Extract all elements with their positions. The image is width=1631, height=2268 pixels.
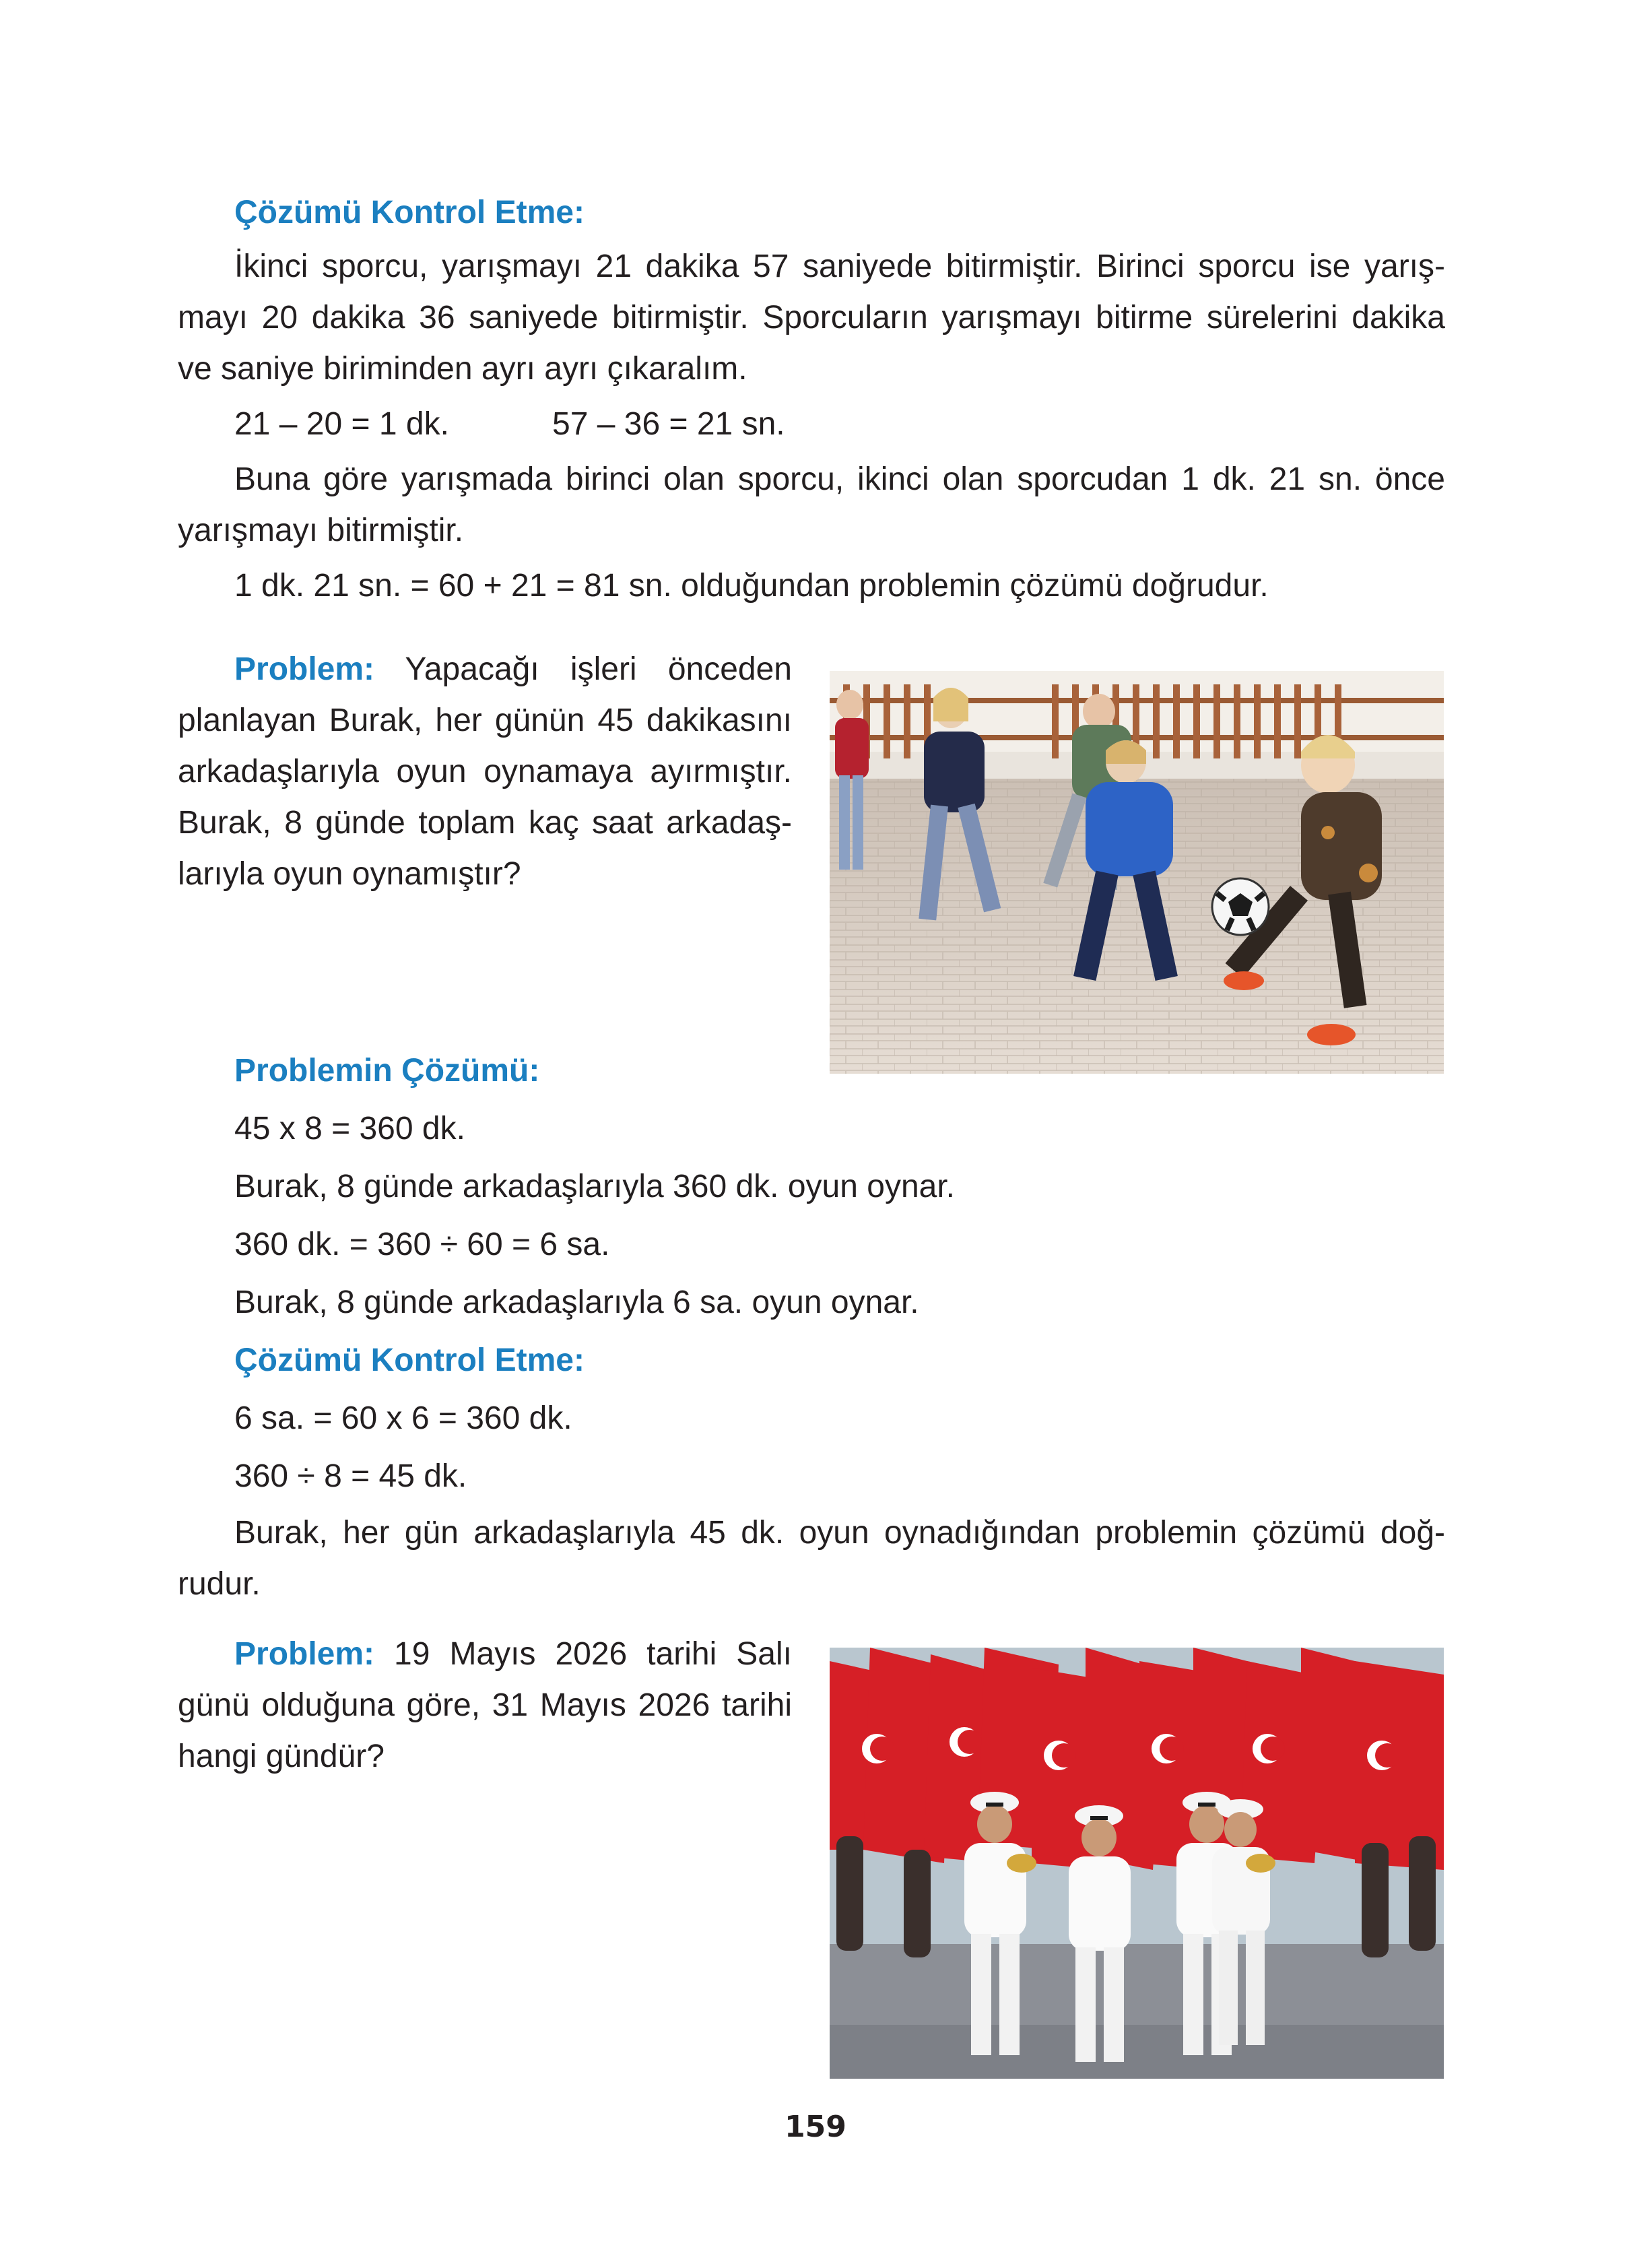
problem-line: hangi gündür? xyxy=(178,1739,385,1774)
parade-with-turkish-flags-photo xyxy=(830,1648,1444,2079)
solution-line: Burak, 8 günde arkadaşlarıyla 6 sa. oyun oynar. xyxy=(234,1285,919,1320)
problem-line: günü olduğuna göre, 31 Mayıs 2026 tarihi xyxy=(178,1687,792,1723)
problem-line: planlayan Burak, her günün 45 dakikasını xyxy=(178,703,792,738)
problem-text: 19 Mayıs 2026 tarihi Salı xyxy=(394,1636,793,1672)
paragraph-line: yarışmayı bitirmiştir. xyxy=(178,513,464,548)
problem-text: Yapacağı işleri önceden xyxy=(405,651,792,687)
problem-label: Problem: xyxy=(234,1636,375,1672)
section-heading-check: Çözümü Kontrol Etme: xyxy=(234,1342,585,1378)
children-playing-football-photo xyxy=(830,671,1444,1074)
paragraph-line: ve saniye biriminden ayrı ayrı çıkaralım. xyxy=(178,351,747,387)
problem-first-line xyxy=(234,1630,792,1679)
solution-heading: Problemin Çözümü: xyxy=(234,1053,540,1089)
page-number: 159 xyxy=(785,2110,846,2144)
solution-line: 45 x 8 = 360 dk. xyxy=(234,1111,465,1146)
problem-line: arkadaşlarıyla oyun oynamaya ayırmıştır. xyxy=(178,754,792,789)
check-line: 360 ÷ 8 = 45 dk. xyxy=(234,1458,467,1494)
paragraph-line: rudur. xyxy=(178,1566,261,1602)
paragraph-line: Burak, her gün arkadaşlarıyla 45 dk. oyun oynadığından problemin çözümü doğ- xyxy=(234,1515,1445,1551)
calc-minutes: 21 – 20 = 1 dk. xyxy=(234,406,449,442)
calc-seconds: 57 – 36 = 21 sn. xyxy=(552,406,785,442)
solution-line: Burak, 8 günde arkadaşlarıyla 360 dk. oyun oynar. xyxy=(234,1169,956,1204)
problem-label: Problem: xyxy=(234,651,375,687)
paragraph-line: Buna göre yarışmada birinci olan sporcu, ikinci olan sporcudan 1 dk. 21 sn. önce xyxy=(234,461,1445,497)
solution-line: 360 dk. = 360 ÷ 60 = 6 sa. xyxy=(234,1227,610,1262)
paragraph-line: İkinci sporcu, yarışmayı 21 dakika 57 saniyede bitirmiştir. Birinci sporcu ise yarış- xyxy=(234,249,1445,284)
paragraph-line: mayı 20 dakika 36 saniyede bitirmiştir. Sporcuların yarışmayı bitirme sürelerini dakika xyxy=(178,300,1445,335)
problem-line: Burak, 8 günde toplam kaç saat arkadaş- xyxy=(178,805,792,841)
problem-first-line xyxy=(234,645,792,694)
check-line: 6 sa. = 60 x 6 = 360 dk. xyxy=(234,1400,572,1436)
section-heading-check: Çözümü Kontrol Etme: xyxy=(234,195,585,230)
problem-line: larıyla oyun oynamıştır? xyxy=(178,856,521,892)
paragraph-line: 1 dk. 21 sn. = 60 + 21 = 81 sn. olduğundan problemin çözümü doğrudur. xyxy=(234,568,1269,604)
